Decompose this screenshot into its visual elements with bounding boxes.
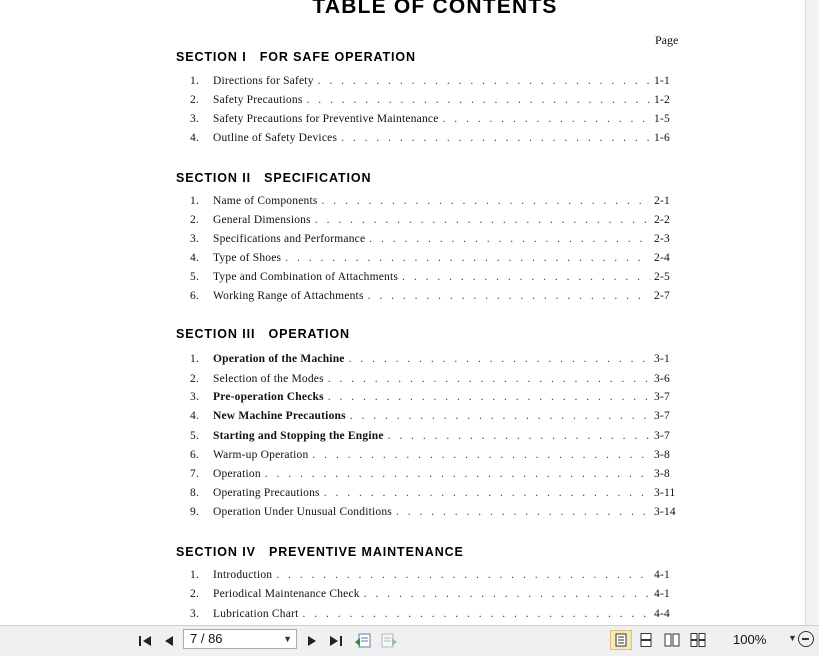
leader-dots	[322, 195, 650, 207]
toc-entry-page: 4-1	[654, 569, 670, 581]
leader-dots	[443, 113, 650, 125]
single-page-view-icon[interactable]	[610, 630, 632, 650]
toc-entry-label: New Machine Precautions	[213, 410, 346, 422]
toc-entry[interactable]	[190, 353, 676, 369]
viewer-toolbar	[0, 625, 819, 656]
leader-dots	[265, 468, 650, 480]
leader-dots	[350, 410, 650, 422]
toc-entry[interactable]	[190, 195, 676, 211]
toc-entry-label: General Dimensions	[213, 214, 311, 226]
toc-entry-page: 3-6	[654, 373, 670, 385]
toc-entry-number: 5.	[190, 271, 200, 283]
toc-entry[interactable]	[190, 113, 676, 129]
toc-entry-number: 3.	[190, 608, 200, 620]
toc-entry[interactable]	[190, 506, 676, 522]
toc-entry-label: Starting and Stopping the Engine	[213, 430, 384, 442]
toc-entry[interactable]	[190, 449, 676, 465]
toc-entry-label: Type of Shoes	[213, 252, 282, 264]
toc-entry-number: 5.	[190, 430, 200, 442]
leader-dots	[341, 132, 650, 144]
toc-entry-label: Operating Precautions	[213, 487, 320, 499]
continuous-view-icon[interactable]	[635, 630, 657, 650]
toc-entry-page: 3-1	[654, 353, 670, 365]
forward-view-icon[interactable]	[378, 630, 400, 652]
toc-entry-label: Selection of the Modes	[213, 373, 324, 385]
toc-entry-page: 2-7	[654, 290, 670, 302]
toc-entry-page: 3-8	[654, 449, 670, 461]
toc-entry-page: 3-7	[654, 391, 670, 403]
toc-entry[interactable]	[190, 233, 676, 249]
toc-entry-number: 2.	[190, 94, 200, 106]
toc-entry-page: 3-14	[654, 506, 676, 518]
toc-entry-label: Lubrication Chart	[213, 608, 299, 620]
toc-entry[interactable]	[190, 487, 676, 503]
toc-entry-label: Directions for Safety	[213, 75, 314, 87]
toc-entry-label: Safety Precautions	[213, 94, 303, 106]
toc-entry-number: 8.	[190, 487, 200, 499]
toc-entry[interactable]	[190, 410, 676, 426]
toc-entry-number: 3.	[190, 391, 200, 403]
leader-dots	[349, 353, 650, 365]
facing-view-icon[interactable]	[661, 630, 683, 650]
toc-entry[interactable]	[190, 271, 676, 287]
toc-entry-label: Outline of Safety Devices	[213, 132, 338, 144]
document-title: TABLE OF CONTENTS	[312, 0, 558, 18]
toc-entry[interactable]	[190, 569, 676, 585]
toc-entry-number: 3.	[190, 233, 200, 245]
leader-dots	[328, 373, 650, 385]
toc-entry[interactable]	[190, 391, 676, 407]
toc-entry-number: 1.	[190, 353, 200, 365]
toc-entry[interactable]	[190, 588, 676, 604]
toc-entry[interactable]	[190, 290, 676, 306]
leader-dots	[396, 506, 650, 518]
toc-entry[interactable]	[190, 252, 676, 268]
back-view-icon[interactable]	[352, 630, 374, 652]
toc-entry-page: 1-2	[654, 94, 670, 106]
toc-entry-page: 2-1	[654, 195, 670, 207]
toc-entry-label: Operation	[213, 468, 261, 480]
toc-entry-number: 6.	[190, 290, 200, 302]
toc-entry-page: 2-4	[654, 252, 670, 264]
zoom-out-icon[interactable]	[798, 631, 814, 647]
toc-entry-label: Introduction	[213, 569, 273, 581]
toc-entry-label: Specifications and Performance	[213, 233, 366, 245]
toc-entry[interactable]	[190, 75, 676, 91]
toc-entry-page: 4-1	[654, 588, 670, 600]
leader-dots	[312, 449, 650, 461]
toc-entry[interactable]	[190, 132, 676, 148]
leader-dots	[285, 252, 650, 264]
leader-dots	[328, 391, 650, 403]
leader-dots	[388, 430, 650, 442]
previous-page-icon[interactable]	[158, 630, 180, 652]
leader-dots	[368, 290, 650, 302]
first-page-icon[interactable]	[134, 630, 156, 652]
toc-entry-number: 4.	[190, 252, 200, 264]
vertical-scrollbar[interactable]	[805, 0, 819, 625]
toc-entry-page: 2-2	[654, 214, 670, 226]
toc-entry-number: 2.	[190, 373, 200, 385]
toc-entry-page: 3-7	[654, 430, 670, 442]
toc-entry-number: 3.	[190, 113, 200, 125]
toc-entry-page: 3-8	[654, 468, 670, 480]
toc-entry-number: 1.	[190, 569, 200, 581]
toc-entry-page: 1-6	[654, 132, 670, 144]
toc-entry-label: Working Range of Attachments	[213, 290, 364, 302]
toc-entry-number: 9.	[190, 506, 200, 518]
last-page-icon[interactable]	[325, 630, 347, 652]
chevron-down-icon[interactable]: ▼	[788, 633, 797, 643]
toc-entry-label: Operation of the Machine	[213, 353, 345, 365]
page-number-select[interactable]	[183, 629, 297, 649]
toc-entry-label: Pre-operation Checks	[213, 391, 324, 403]
toc-entry-label: Name of Components	[213, 195, 318, 207]
toc-entry-number: 7.	[190, 468, 200, 480]
leader-dots	[402, 271, 650, 283]
toc-entry-label: Periodical Maintenance Check	[213, 588, 360, 600]
toc-entry-number: 2.	[190, 214, 200, 226]
toc-entry-page: 3-11	[654, 487, 676, 499]
toc-entry[interactable]	[190, 214, 676, 230]
toc-entry-page: 1-5	[654, 113, 670, 125]
page-indicator: 7 / 86	[190, 631, 223, 646]
section-heading: SECTION II SPECIFICATION	[176, 171, 372, 185]
toc-entry[interactable]	[190, 468, 676, 484]
toc-entry-number: 6.	[190, 449, 200, 461]
leader-dots	[324, 487, 650, 499]
toc-entry-page: 2-5	[654, 271, 670, 283]
toc-entry[interactable]	[190, 373, 676, 389]
toc-entry[interactable]	[190, 608, 676, 624]
leader-dots	[307, 94, 650, 106]
toc-entry-page: 2-3	[654, 233, 670, 245]
toc-entry-number: 4.	[190, 410, 200, 422]
leader-dots	[364, 588, 650, 600]
toc-entry-label: Warm-up Operation	[213, 449, 309, 461]
chevron-down-icon: ▼	[283, 634, 292, 644]
leader-dots	[318, 75, 650, 87]
zoom-level[interactable]: 100%	[733, 632, 767, 647]
toc-entry-page: 3-7	[654, 410, 670, 422]
page-column-label: Page	[655, 33, 679, 47]
leader-dots	[276, 569, 650, 581]
section-heading: SECTION III OPERATION	[176, 327, 350, 341]
leader-dots	[315, 214, 650, 226]
next-page-icon[interactable]	[301, 630, 323, 652]
section-heading: SECTION I FOR SAFE OPERATION	[176, 50, 416, 64]
toc-entry-page: 1-1	[654, 75, 670, 87]
toc-entry[interactable]	[190, 430, 676, 446]
facing-continuous-view-icon[interactable]	[687, 630, 709, 650]
toc-entry-number: 1.	[190, 195, 200, 207]
toc-entry-label: Operation Under Unusual Conditions	[213, 506, 392, 518]
section-heading: SECTION IV PREVENTIVE MAINTENANCE	[176, 545, 464, 559]
toc-entry-number: 2.	[190, 588, 200, 600]
leader-dots	[302, 608, 650, 620]
toc-entry-number: 4.	[190, 132, 200, 144]
leader-dots	[369, 233, 650, 245]
toc-entry-number: 1.	[190, 75, 200, 87]
toc-entry-page: 4-4	[654, 608, 670, 620]
toc-entry[interactable]	[190, 94, 676, 110]
toc-entry-label: Type and Combination of Attachments	[213, 271, 399, 283]
toc-entry-label: Safety Precautions for Preventive Maintenance	[213, 113, 439, 125]
